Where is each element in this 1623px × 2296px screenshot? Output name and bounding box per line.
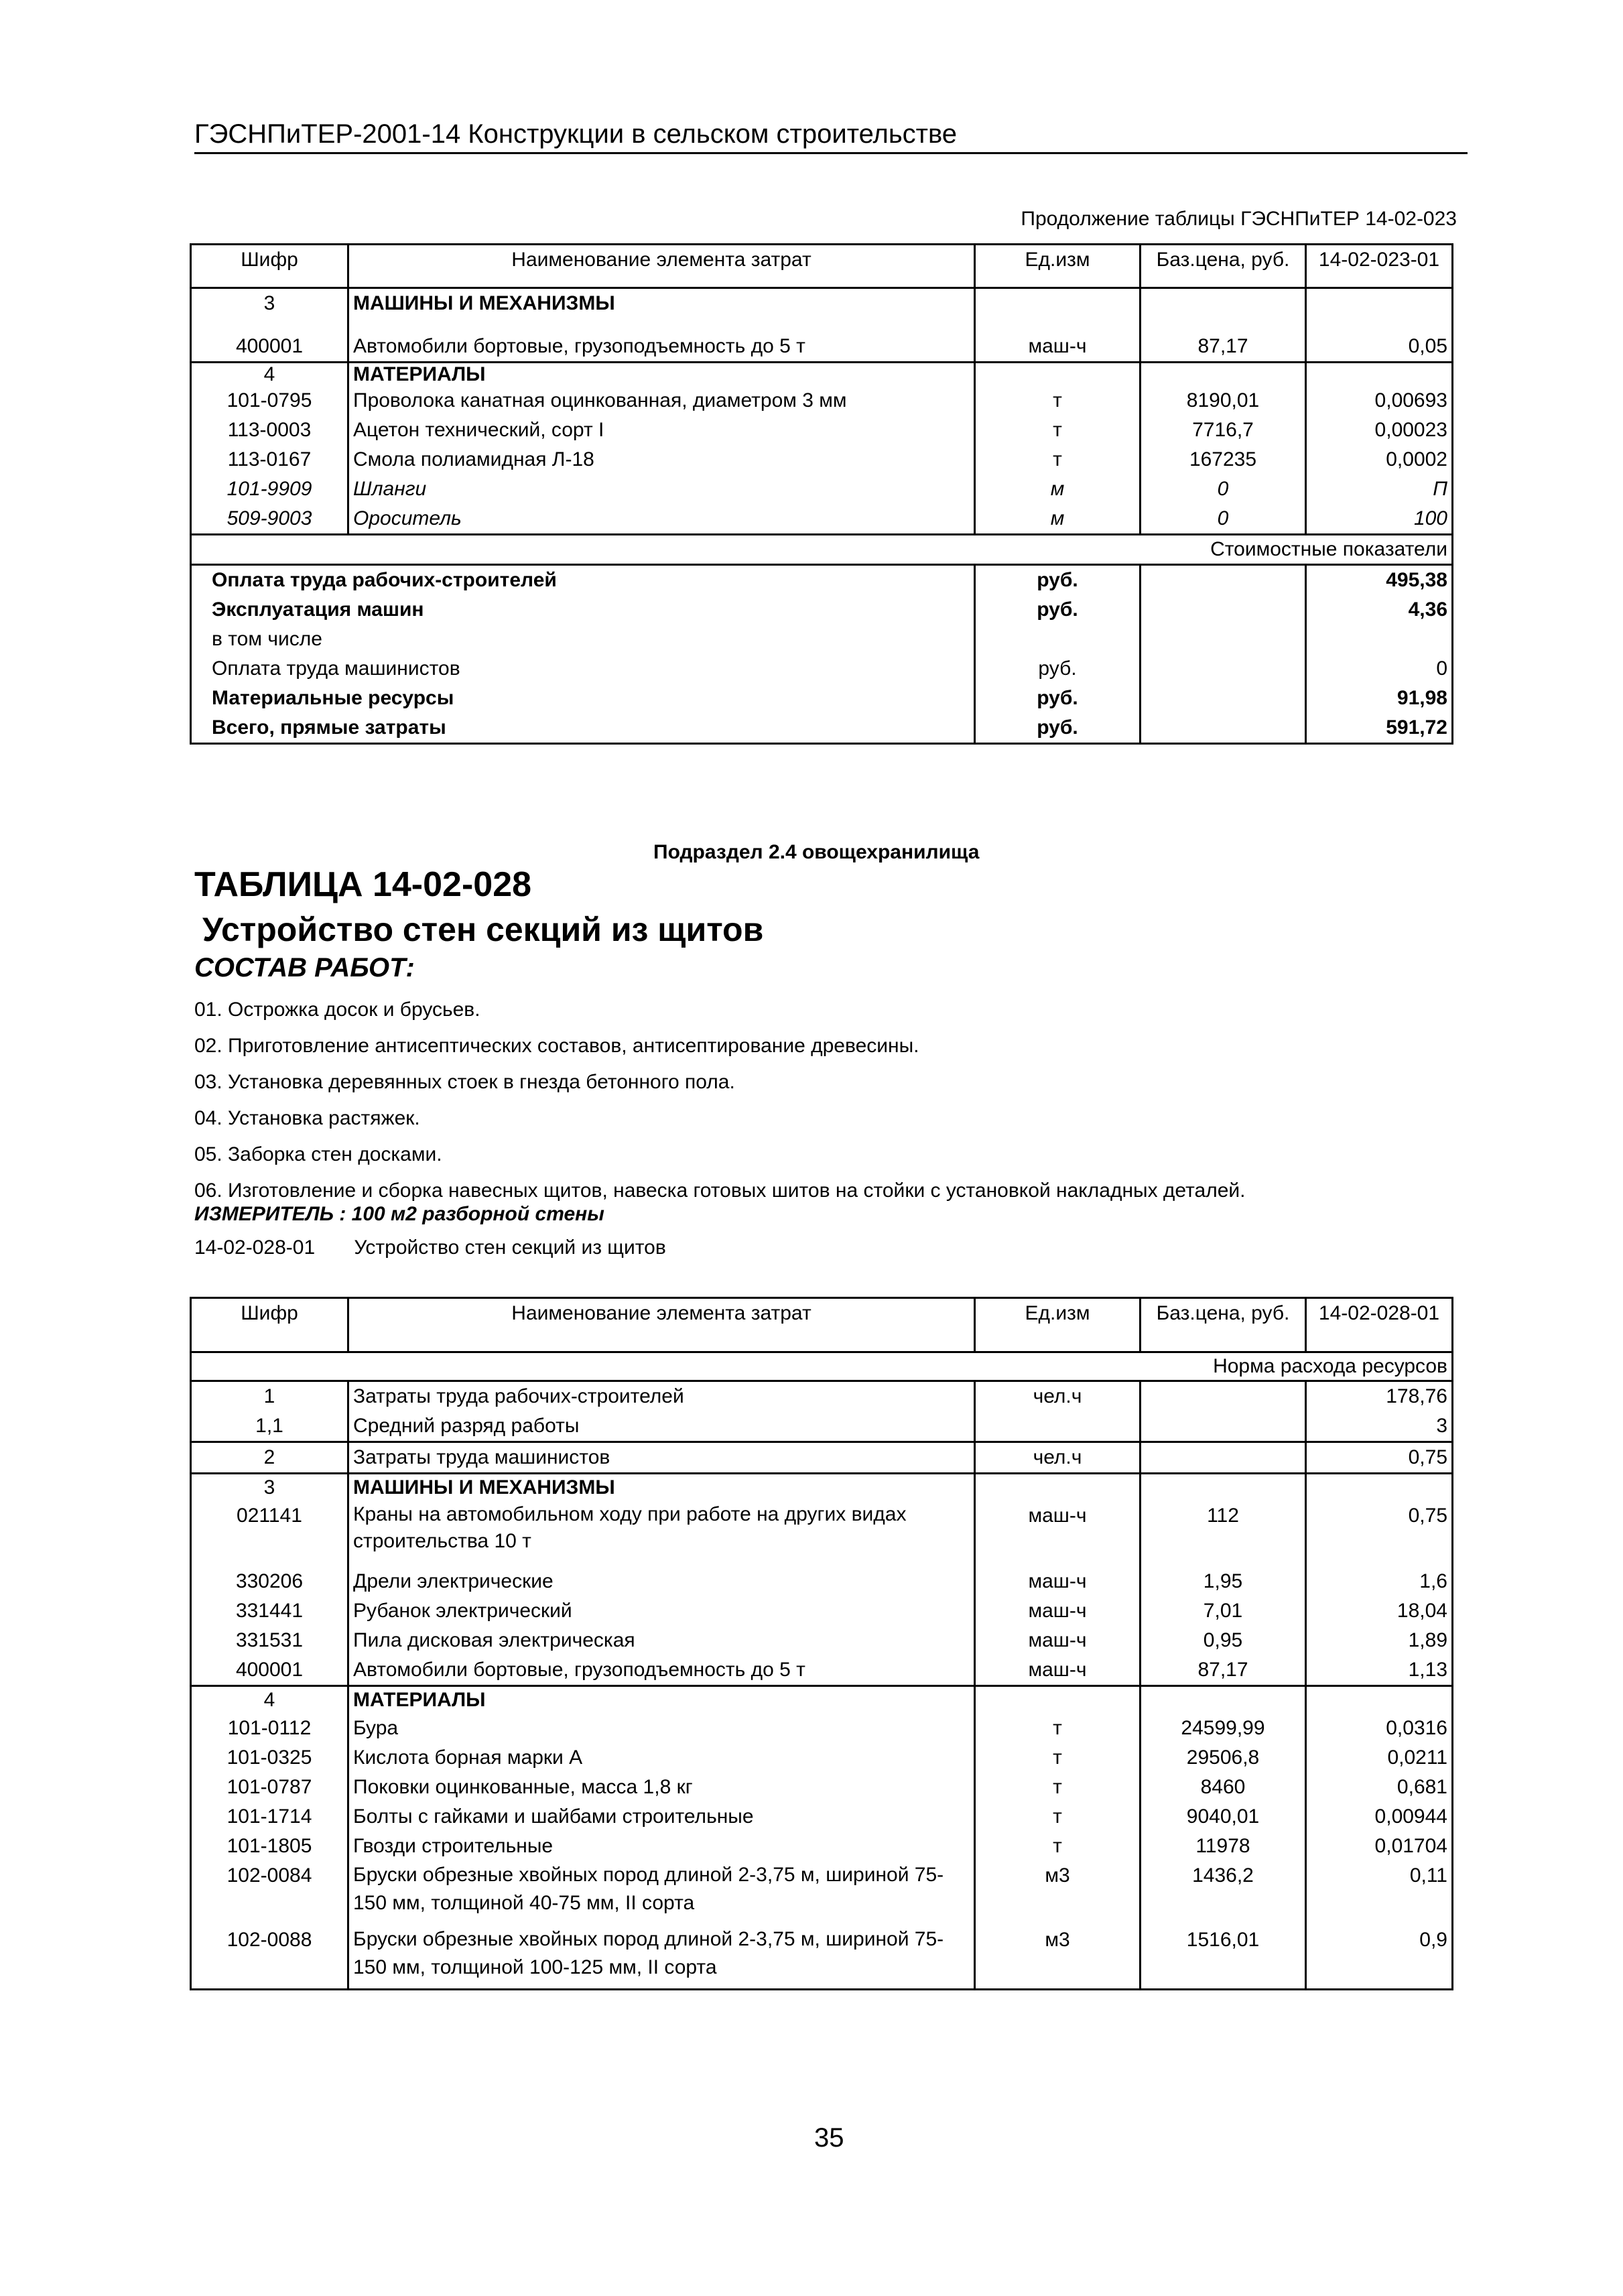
works-title: СОСТАВ РАБОТ:	[194, 953, 415, 982]
list-item: 03. Установка деревянных стоек в гнезда бетонного пола.	[194, 1071, 735, 1093]
table-header-row	[191, 245, 1453, 288]
table-row: 113-0003 Ацетон технический, сорт I т 7716,7 0,00023	[191, 416, 1453, 445]
section-row: 3 МАШИНЫ И МЕХАНИЗМЫ	[191, 1474, 1453, 1502]
subsection-title: Подраздел 2.4 овощехранилища	[653, 841, 980, 863]
table-row: 021141 Краны на автомобильном ходу при работе на других видах строительства 10 т маш-ч 112 0,75	[191, 1501, 1453, 1567]
table-row: 113-0167 Смола полиамидная Л-18 т 167235 0,0002	[191, 445, 1453, 474]
table-row: 102-0084 Бруски обрезные хвойных пород длиной 2-3,75 м, шириной 75-150 мм, толщиной 40-75 мм, II сорта м3 1436,2 0,11	[191, 1861, 1453, 1925]
cost-row: в том числе	[191, 625, 1453, 654]
page-number: 35	[814, 2123, 844, 2153]
table-row: 101-0325 Кислота борная марки А т 29506,8 0,0211	[191, 1743, 1453, 1773]
cost-label-row: Стоимостные показатели	[191, 535, 1453, 565]
list-item: 06. Изготовление и сборка навесных щитов, навеска готовых шитов на стойки с установкой накладных деталей.	[194, 1179, 1246, 1202]
table-row: 1,1 Средний разряд работы 3	[191, 1411, 1453, 1442]
table-row: 2 Затраты труда машинистов чел.ч 0,75	[191, 1442, 1453, 1474]
table-row: 509-9003 Ороситель м 0 100	[191, 504, 1453, 535]
table-row: 400001 Автомобили бортовые, грузоподъемность до 5 т маш-ч 87,17 0,05	[191, 332, 1453, 363]
col-code: Шифр	[191, 245, 348, 288]
norm-name: Устройство стен секций из щитов	[354, 1236, 666, 1259]
table-row: 101-1714 Болты с гайками и шайбами строительные т 9040,01 0,00944	[191, 1802, 1453, 1832]
cost-row: Оплата труда машинистов руб. 0	[191, 654, 1453, 684]
table-title: ТАБЛИЦА 14-02-028	[194, 865, 532, 904]
continuation-title: Продолжение таблицы ГЭСНПиТЕР 14-02-023	[1021, 208, 1457, 230]
works-list	[194, 992, 1245, 1209]
section-row: 3 МАШИНЫ И МЕХАНИЗМЫ	[191, 288, 1453, 332]
col-code: Шифр	[191, 1298, 348, 1352]
list-item: 02. Приготовление антисептических составов, антисептирование древесины.	[194, 1035, 919, 1057]
col-unit: Ед.изм	[975, 245, 1141, 288]
table-row: 102-0088 Бруски обрезные хвойных пород длиной 2-3,75 м, шириной 75-150 мм, толщиной 100-125 мм, II сорта м3 1516,01 0,9	[191, 1925, 1453, 1990]
table-row: 101-0795 Проволока канатная оцинкованная, диаметром 3 мм т 8190,01 0,00693	[191, 386, 1453, 416]
cost-row: Всего, прямые затраты руб. 591,72	[191, 713, 1453, 744]
list-item: 04. Установка растяжек.	[194, 1107, 420, 1129]
measure: ИЗМЕРИТЕЛЬ : 100 м2 разборной стены	[194, 1203, 604, 1225]
section-row: 4 МАТЕРИАЛЫ	[191, 1686, 1453, 1714]
norm-label-row: Норма расхода ресурсов	[191, 1352, 1453, 1381]
col-price: Баз.цена, руб.	[1141, 245, 1306, 288]
table-row: 331531 Пила дисковая электрическая маш-ч 0,95 1,89	[191, 1626, 1453, 1655]
list-item: 01. Острожка досок и брусьев.	[194, 999, 480, 1021]
table-row: 400001 Автомобили бортовые, грузоподъемность до 5 т маш-ч 87,17 1,13	[191, 1655, 1453, 1686]
table-row: 101-0112 Бура т 24599,99 0,0316	[191, 1714, 1453, 1743]
col-name: Наименование элемента затрат	[348, 1298, 975, 1352]
table-subtitle: Устройство стен секций из щитов	[202, 911, 764, 948]
table-row: 1 Затраты труда рабочих-строителей чел.ч 178,76	[191, 1381, 1453, 1412]
col-name: Наименование элемента затрат	[348, 245, 975, 288]
table-row: 331441 Рубанок электрический маш-ч 7,01 18,04	[191, 1596, 1453, 1626]
table-row: 101-1805 Гвозди строительные т 11978 0,01704	[191, 1832, 1453, 1861]
table-header-row	[191, 1298, 1453, 1352]
norm-code: 14-02-028-01	[194, 1236, 316, 1259]
col-norm-code: 14-02-028-01	[1306, 1298, 1453, 1352]
list-item: 05. Заборка стен досками.	[194, 1143, 442, 1165]
cost-row: Эксплуатация машин руб. 4,36	[191, 595, 1453, 625]
cost-row: Оплата труда рабочих-строителей руб. 495,38	[191, 565, 1453, 596]
table-row: 101-9909 Шланги м 0 П	[191, 474, 1453, 504]
cost-row: Материальные ресурсы руб. 91,98	[191, 684, 1453, 713]
col-norm-code: 14-02-023-01	[1306, 245, 1453, 288]
table-row: 330206 Дрели электрические маш-ч 1,95 1,6	[191, 1567, 1453, 1596]
norm-line	[194, 1236, 666, 1259]
table-14-02-028	[190, 1297, 1453, 1990]
col-price: Баз.цена, руб.	[1141, 1298, 1306, 1352]
section-row: 4 МАТЕРИАЛЫ	[191, 363, 1453, 387]
table-14-02-023	[190, 243, 1453, 745]
table-row: 101-0787 Поковки оцинкованные, масса 1,8 кг т 8460 0,681	[191, 1773, 1453, 1802]
col-unit: Ед.изм	[975, 1298, 1141, 1352]
running-header: ГЭСНПиТЕР-2001-14 Конструкции в сельском строительстве	[194, 119, 1468, 154]
